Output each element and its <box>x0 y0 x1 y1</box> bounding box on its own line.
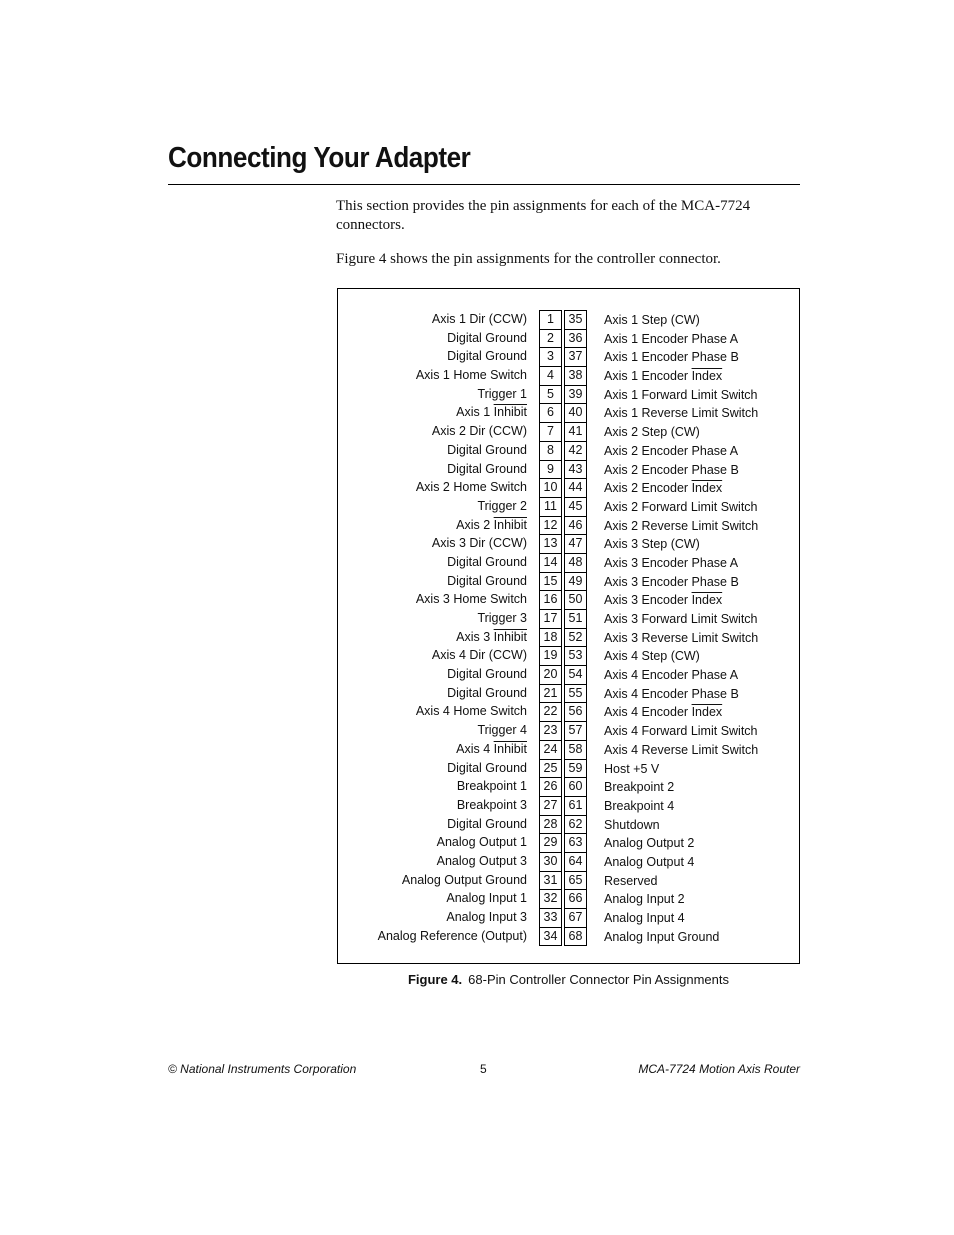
pin-28-label <box>378 815 527 834</box>
pin-67-label <box>604 909 758 928</box>
pin-number: 4 <box>539 366 562 385</box>
pin-number: 32 <box>539 889 562 908</box>
signal-name: Axis 1 Encoder Phase A <box>604 331 739 346</box>
pin-number: 19 <box>539 646 562 665</box>
title-rule <box>168 184 800 185</box>
signal-name: Analog Output 2 <box>604 836 695 851</box>
pin-number: 66 <box>564 889 587 908</box>
pin-number: 29 <box>539 833 562 852</box>
active-low-signal-name: Inhibit <box>493 741 527 756</box>
pin-number: 34 <box>539 927 562 947</box>
pin-number: 49 <box>564 572 587 591</box>
pin-number: 23 <box>539 721 562 740</box>
pin-14-label <box>378 553 527 572</box>
pin-number: 54 <box>564 665 587 684</box>
signal-name: Shutdown <box>604 817 660 832</box>
pin-17-label <box>378 609 527 628</box>
pin-66-label <box>604 890 758 909</box>
pin-29-label <box>378 833 527 852</box>
figure-number: Figure 4. <box>407 972 463 987</box>
pin-31-label <box>378 871 527 890</box>
signal-name: Analog Input 3 <box>446 910 527 924</box>
pin-47-label <box>604 535 758 554</box>
pin-49-label <box>604 573 758 592</box>
signal-name: Axis 2 Home Switch <box>415 480 527 495</box>
pin-number: 33 <box>539 908 562 927</box>
signal-name: Breakpoint 1 <box>456 779 527 794</box>
pin-number: 3 <box>539 347 562 366</box>
pin-number: 1 <box>539 310 562 329</box>
pin-39-label <box>604 386 758 405</box>
signal-name: Analog Input 2 <box>604 892 685 907</box>
signal-name: Axis 1 Forward Limit Switch <box>604 387 758 402</box>
pin-number: 47 <box>564 534 587 553</box>
signal-name: Axis 3 Forward Limit Switch <box>604 612 758 626</box>
active-low-signal-name: Index <box>691 593 723 608</box>
pin-number: 52 <box>564 628 587 647</box>
pin-number: 42 <box>564 441 587 460</box>
signal-name: Analog Output 1 <box>436 835 527 850</box>
active-low-signal-name: Index <box>691 705 723 720</box>
pin-number: 36 <box>564 329 587 348</box>
pin-number: 43 <box>564 460 587 479</box>
pin-18-label <box>378 628 527 647</box>
pin-44-label <box>604 479 758 498</box>
signal-name: Axis 2 Forward Limit Switch <box>604 499 758 514</box>
pin-1-label <box>378 310 527 329</box>
pin-number: 63 <box>564 833 587 852</box>
pin-65-label <box>604 872 758 891</box>
pin-16-label <box>378 590 527 609</box>
pin-3-label <box>378 347 527 366</box>
pin-37-label <box>604 348 758 367</box>
figure-caption <box>337 972 800 987</box>
pin-number: 60 <box>564 777 587 796</box>
pin-number: 58 <box>564 740 587 759</box>
signal-name: Axis 3 <box>456 629 491 644</box>
signal-name: Analog Input 4 <box>604 911 685 925</box>
signal-name: Digital Ground <box>447 685 527 700</box>
pin-46-label <box>604 517 758 536</box>
pin-5-label <box>378 385 527 404</box>
pin-number: 53 <box>564 646 587 665</box>
pin-number: 65 <box>564 871 587 890</box>
figure-reference-paragraph: Figure 4 shows the pin assignments for the controller connector. <box>336 251 721 267</box>
pin-number: 45 <box>564 497 587 516</box>
pin-15-label <box>378 572 527 591</box>
pin-number: 57 <box>564 721 587 740</box>
pin-53-label <box>604 647 758 666</box>
pin-number: 15 <box>539 572 562 591</box>
pin-32-label <box>378 889 527 908</box>
signal-name: Trigger 3 <box>477 611 527 625</box>
pin-number: 26 <box>539 777 562 796</box>
signal-name: Digital Ground <box>447 554 527 569</box>
pin-54-label <box>604 666 758 685</box>
pin-42-label <box>604 442 758 461</box>
signal-name: Analog Reference (Output) <box>377 928 527 943</box>
pin-56-label <box>604 703 758 722</box>
signal-name: Axis 1 Step (CW) <box>604 313 700 327</box>
pin-41-label <box>604 423 758 442</box>
signal-name: Axis 3 Reverse Limit Switch <box>604 630 759 645</box>
pin-number: 30 <box>539 852 562 871</box>
pin-57-label <box>604 722 758 741</box>
pin-21-label <box>378 684 527 703</box>
signal-name: Axis 4 Step (CW) <box>604 649 700 664</box>
active-low-signal-name: Inhibit <box>493 629 527 644</box>
signal-name: Axis 3 Home Switch <box>415 592 527 607</box>
pin-10-label <box>378 478 527 497</box>
pin-2-label <box>378 329 527 348</box>
signal-name: Reserved <box>604 873 658 888</box>
pin-38-label <box>604 367 758 386</box>
pin-59-label <box>604 760 758 779</box>
pin-number: 56 <box>564 702 587 721</box>
pinout-figure <box>337 288 800 964</box>
pin-number: 59 <box>564 759 587 778</box>
pin-45-label <box>604 498 758 517</box>
signal-name: Axis 4 Encoder Phase A <box>604 668 739 683</box>
page-title: Connecting Your Adapter <box>168 142 471 174</box>
pin-62-label <box>604 816 758 835</box>
pin-40-label <box>604 404 758 423</box>
pin-number: 37 <box>564 347 587 366</box>
pin-55-label <box>604 685 758 704</box>
pin-number: 68 <box>564 927 587 947</box>
pin-number: 44 <box>564 478 587 497</box>
signal-name: Axis 3 Encoder Phase B <box>604 574 739 589</box>
pin-number: 67 <box>564 908 587 927</box>
signal-name: Analog Output Ground <box>401 872 527 887</box>
pin-27-label <box>378 796 527 815</box>
signal-name: Digital Ground <box>447 330 527 345</box>
pin-number: 12 <box>539 516 562 535</box>
pin-11-label <box>378 497 527 516</box>
signal-name: Analog Output 4 <box>604 854 695 869</box>
pin-number: 35 <box>564 310 587 329</box>
pin-number: 20 <box>539 665 562 684</box>
signal-name: Axis 3 Dir (CCW) <box>431 536 527 551</box>
pin-number: 39 <box>564 385 587 404</box>
signal-name: Digital Ground <box>447 573 527 588</box>
pin-number: 25 <box>539 759 562 778</box>
pin-25-label <box>378 759 527 778</box>
signal-name: Axis 3 Encoder <box>604 593 689 608</box>
pin-number: 38 <box>564 366 587 385</box>
pin-60-label <box>604 778 758 797</box>
signal-name: Analog Input Ground <box>604 929 720 944</box>
pin-35-label <box>604 311 758 330</box>
signal-name: Digital Ground <box>447 349 527 364</box>
pin-number: 6 <box>539 403 562 422</box>
signal-name: Digital Ground <box>447 760 527 775</box>
pin-6-label <box>378 403 527 422</box>
signal-name: Axis 3 Encoder Phase A <box>604 555 739 570</box>
active-low-signal-name: Inhibit <box>493 517 527 532</box>
pin-50-label <box>604 591 758 610</box>
pin-number: 55 <box>564 684 587 703</box>
pin-number: 16 <box>539 590 562 609</box>
signal-name: Breakpoint 2 <box>604 780 675 795</box>
active-low-signal-name: Index <box>691 481 723 496</box>
signal-name: Host +5 V <box>604 761 660 776</box>
pin-12-label <box>378 516 527 535</box>
signal-name: Trigger 1 <box>477 386 527 401</box>
pin-number-column-right <box>564 310 587 946</box>
pin-number: 22 <box>539 702 562 721</box>
signal-name: Axis 3 Step (CW) <box>604 537 700 552</box>
signal-name: Axis 1 Encoder <box>604 369 689 384</box>
pin-number: 28 <box>539 815 562 834</box>
signal-name: Axis 4 Forward Limit Switch <box>604 724 758 739</box>
pin-24-label <box>378 740 527 759</box>
intro-paragraph: This section provides the pin assignments for each of the MCA-7724 connectors. <box>336 198 751 233</box>
pin-number: 10 <box>539 478 562 497</box>
footer-page-number: 5 <box>480 1062 487 1076</box>
pin-33-label <box>378 908 527 927</box>
footer-right: MCA-7724 Motion Axis Router <box>638 1062 800 1076</box>
active-low-signal-name: Inhibit <box>493 405 527 420</box>
pin-number: 21 <box>539 684 562 703</box>
signal-name: Axis 1 Reverse Limit Switch <box>604 406 759 421</box>
pin-19-label <box>378 646 527 665</box>
pin-number: 8 <box>539 441 562 460</box>
pin-number: 13 <box>539 534 562 553</box>
pin-number: 40 <box>564 403 587 422</box>
signal-name: Breakpoint 4 <box>604 798 675 813</box>
figure-caption-text: 68-Pin Controller Connector Pin Assignments <box>468 972 730 987</box>
pin-7-label <box>378 422 527 441</box>
pin-20-label <box>378 665 527 684</box>
pin-43-label <box>604 461 758 480</box>
pin-number: 31 <box>539 871 562 890</box>
signal-name: Trigger 2 <box>477 498 527 513</box>
pin-34-label <box>378 927 527 946</box>
right-signal-labels <box>604 311 758 946</box>
pin-number: 2 <box>539 329 562 348</box>
pin-9-label <box>378 460 527 479</box>
pin-number: 48 <box>564 553 587 572</box>
signal-name: Analog Output 3 <box>436 853 527 868</box>
pin-number: 14 <box>539 553 562 572</box>
signal-name: Axis 1 Encoder Phase B <box>604 350 739 365</box>
signal-name: Axis 2 Encoder Phase B <box>604 462 739 477</box>
pin-number: 64 <box>564 852 587 871</box>
signal-name: Digital Ground <box>447 667 527 682</box>
pin-61-label <box>604 797 758 816</box>
signal-name: Axis 4 Encoder <box>604 705 689 720</box>
pin-number-column-left <box>539 310 562 946</box>
pin-51-label <box>604 610 758 629</box>
pin-48-label <box>604 554 758 573</box>
pin-4-label <box>378 366 527 385</box>
signal-name: Axis 4 Reverse Limit Switch <box>604 742 759 757</box>
pin-63-label <box>604 834 758 853</box>
pin-22-label <box>378 702 527 721</box>
signal-name: Digital Ground <box>447 442 527 457</box>
pin-26-label <box>378 777 527 796</box>
signal-name: Axis 2 Step (CW) <box>604 425 700 440</box>
signal-name: Digital Ground <box>447 461 527 476</box>
pin-number: 27 <box>539 796 562 815</box>
pin-number: 24 <box>539 740 562 759</box>
pin-number: 50 <box>564 590 587 609</box>
pin-30-label <box>378 852 527 871</box>
pin-8-label <box>378 441 527 460</box>
pin-number: 61 <box>564 796 587 815</box>
pin-number: 62 <box>564 815 587 834</box>
pin-number: 46 <box>564 516 587 535</box>
signal-name: Axis 1 Home Switch <box>415 368 527 383</box>
pin-68-label <box>604 928 758 947</box>
pin-number: 9 <box>539 460 562 479</box>
signal-name: Axis 2 <box>456 517 491 532</box>
pin-number: 5 <box>539 385 562 404</box>
signal-name: Axis 2 Dir (CCW) <box>431 424 527 439</box>
signal-name: Axis 2 Encoder <box>604 481 689 496</box>
signal-name: Breakpoint 3 <box>456 797 527 812</box>
pin-13-label <box>378 534 527 553</box>
signal-name: Axis 2 Reverse Limit Switch <box>604 518 759 533</box>
signal-name: Axis 4 Home Switch <box>415 704 527 719</box>
signal-name: Trigger 4 <box>477 723 527 738</box>
pin-23-label <box>378 721 527 740</box>
pin-52-label <box>604 629 758 648</box>
signal-name: Axis 1 Dir (CCW) <box>431 312 527 326</box>
pin-number: 17 <box>539 609 562 628</box>
signal-name: Axis 4 <box>456 741 491 756</box>
signal-name: Axis 2 Encoder Phase A <box>604 443 739 458</box>
signal-name: Axis 1 <box>456 405 491 420</box>
pin-number: 41 <box>564 422 587 441</box>
footer-left: © National Instruments Corporation <box>168 1062 357 1076</box>
pin-number: 11 <box>539 497 562 516</box>
signal-name: Axis 4 Dir (CCW) <box>431 648 527 663</box>
pin-number: 51 <box>564 609 587 628</box>
left-signal-labels <box>378 310 527 945</box>
signal-name: Analog Input 1 <box>446 891 527 906</box>
active-low-signal-name: Index <box>691 369 723 384</box>
pin-64-label <box>604 853 758 872</box>
signal-name: Axis 4 Encoder Phase B <box>604 686 739 701</box>
pin-36-label <box>604 330 758 349</box>
signal-name: Digital Ground <box>447 816 527 831</box>
pin-number: 18 <box>539 628 562 647</box>
pin-number: 7 <box>539 422 562 441</box>
pin-58-label <box>604 741 758 760</box>
